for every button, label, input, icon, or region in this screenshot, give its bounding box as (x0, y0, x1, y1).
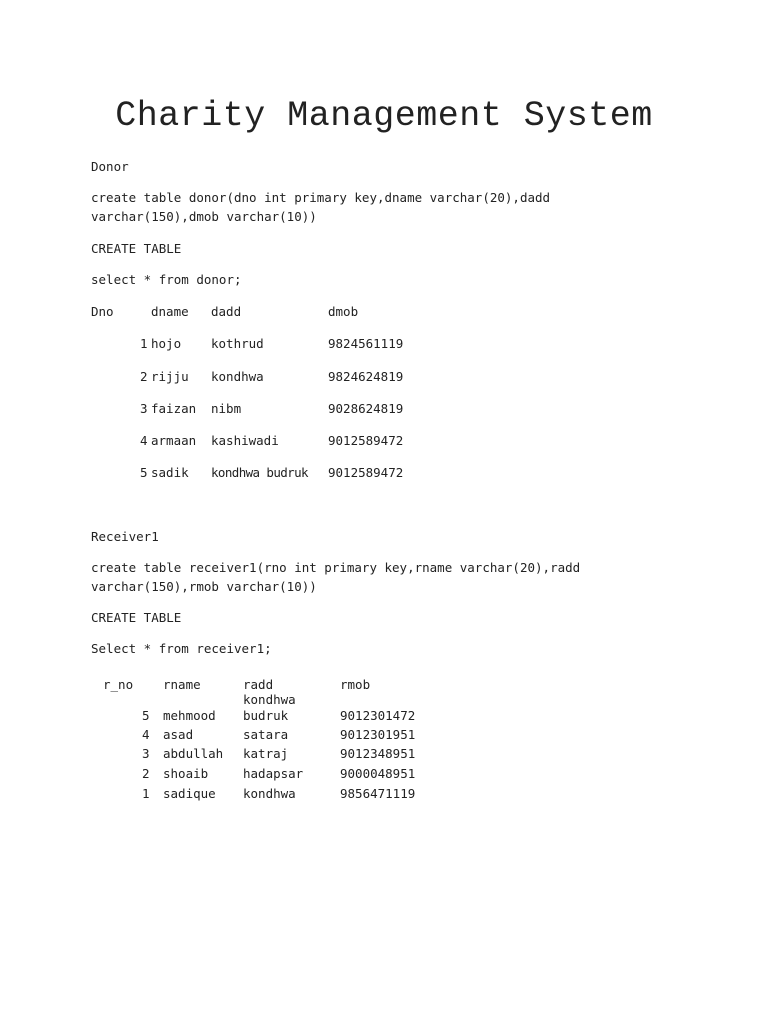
receiver-col-rno: r_no (103, 677, 134, 692)
donor-row-1-dmob: 9824561119 (328, 336, 404, 351)
receiver-row-4-rmob: 9000048951 (340, 766, 416, 781)
donor-row-1-dno: 1 (140, 336, 148, 351)
donor-row-2-dadd: kondhwa (211, 369, 264, 384)
donor-row-2-dname: rijju (151, 369, 189, 384)
donor-row-5-dmob: 9012589472 (328, 465, 404, 480)
receiver-row-3-rmob: 9012348951 (340, 746, 416, 761)
donor-create-result: CREATE TABLE (91, 241, 182, 256)
receiver-row-4-rno: 2 (142, 766, 150, 781)
donor-row-4-dadd: kashiwadi (211, 433, 279, 448)
donor-row-3-dno: 3 (140, 401, 148, 416)
donor-row-4-dno: 4 (140, 433, 148, 448)
receiver-row-5-rname: sadique (163, 786, 216, 801)
donor-row-3-dname: faizan (151, 401, 197, 416)
donor-col-dname: dname (151, 304, 189, 319)
receiver-row-4-radd: hadapsar (243, 766, 304, 781)
receiver-row-1-rname: mehmood (163, 708, 216, 723)
receiver-row-3-rname: abdullah (163, 746, 224, 761)
page-title: Charity Management System (115, 96, 653, 136)
receiver-col-rname: rname (163, 677, 201, 692)
donor-col-dadd: dadd (211, 304, 242, 319)
donor-col-dno: Dno (91, 304, 114, 319)
donor-row-4-dname: armaan (151, 433, 197, 448)
donor-row-1-dadd: kothrud (211, 336, 264, 351)
receiver-row-5-rno: 1 (142, 786, 150, 801)
donor-row-2-dno: 2 (140, 369, 148, 384)
donor-select-query: select * from donor; (91, 272, 242, 287)
receiver-row-5-rmob: 9856471119 (340, 786, 416, 801)
donor-row-5-dno: 5 (140, 465, 148, 480)
receiver-create-line-1: create table receiver1(rno int primary key,rname varchar(20),radd (91, 560, 581, 575)
receiver-row-2-radd: satara (243, 727, 289, 742)
receiver-row-2-rmob: 9012301951 (340, 727, 416, 742)
donor-row-3-dadd: nibm (211, 401, 242, 416)
donor-heading: Donor (91, 159, 129, 174)
receiver-row-1-rmob: 9012301472 (340, 708, 416, 723)
donor-row-5-dname: sadik (151, 465, 189, 480)
donor-row-5-dadd: kondhwa budruk (211, 465, 308, 480)
receiver-heading: Receiver1 (91, 529, 159, 544)
donor-col-dmob: dmob (328, 304, 359, 319)
receiver-row-3-rno: 3 (142, 746, 150, 761)
receiver-col-radd: radd (243, 677, 274, 692)
receiver-row-5-radd: kondhwa (243, 786, 296, 801)
donor-create-line-2: varchar(150),dmob varchar(10)) (91, 209, 317, 224)
donor-row-4-dmob: 9012589472 (328, 433, 404, 448)
receiver-row-2-rno: 4 (142, 727, 150, 742)
receiver-col-rmob: rmob (340, 677, 371, 692)
receiver-row-3-radd: katraj (243, 746, 289, 761)
receiver-create-line-2: varchar(150),rmob varchar(10)) (91, 579, 317, 594)
receiver-row-2-rname: asad (163, 727, 194, 742)
donor-row-1-dname: hojo (151, 336, 182, 351)
donor-create-line-1: create table donor(dno int primary key,dname varchar(20),dadd (91, 190, 551, 205)
donor-row-3-dmob: 9028624819 (328, 401, 404, 416)
receiver-select-query: Select * from receiver1; (91, 641, 272, 656)
receiver-row-4-rname: shoaib (163, 766, 209, 781)
receiver-row-1-radd: kondhwa budruk (243, 692, 296, 723)
receiver-create-result: CREATE TABLE (91, 610, 182, 625)
receiver-row-1-rno: 5 (142, 708, 150, 723)
donor-row-2-dmob: 9824624819 (328, 369, 404, 384)
